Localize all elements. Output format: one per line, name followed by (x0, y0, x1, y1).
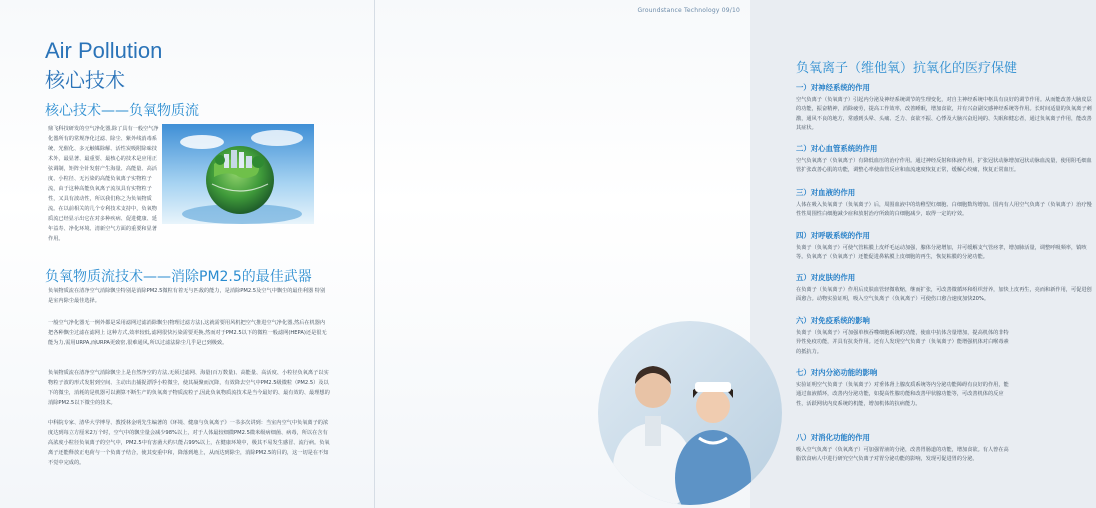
effect-respiratory (796, 230, 1096, 263)
effect-heading: 四）对呼吸系统的作用 (796, 231, 870, 240)
section2-heading: 负氧物质流技术——消除PM2.5的最佳武器 (45, 269, 312, 285)
effect-text: 负离子（负氧离子）可使气管粘膜上皮纤毛运动加强，腺体分泌增加，并可缓解支气管痉挛，增加肺活量，调整呼吸频率，镇咳等。负氧离子（负氧离子）还能促进鼻粘膜上皮细胞的再生，恢复粘膜的分泌功能。 (796, 245, 1087, 261)
section2-paragraph-negative-oxygen: 负氧物质流在清净空气消除飘尘上是自然净空的方法,无须过滤网、海量(百万数量)、高能量、高活度、小粒径负氧离子以实物粒子波的形式发射到空间、主动出击捕捉漂浮小粒微尘，使其凝聚而沉降，有效降去空气中PM2.5级微粒（PM2.5）及以下的微尘，消耗的是机器可以测算不断生产的负氧离子物质流粒子,因此负氧物质流技术是当今最好的、最有效的、最理想的消除PM2.5以下微尘的技术。 (48, 370, 330, 406)
left-page (0, 0, 375, 508)
effect-blood (796, 187, 1096, 220)
effect-immune (796, 315, 1011, 357)
effect-digestive (796, 432, 1011, 465)
effect-nervous-system (796, 82, 1096, 134)
effect-skin (796, 272, 1096, 305)
effect-text: 人体在吸入负氧离子（负氧离子）后，周围血液中的幼稚型红细胞、白细胞数均增加。国内有人用空气负离子（负氧离子）治疗慢性性周围性白细胞减少症和放射治疗所致的白细胞减少，取得一定的疗效。 (796, 202, 1092, 218)
effect-text: 吸入空气负离子（负氧离子）可加强胃液的分泌，改善胃肠道的功能，增加食欲。有人曾在高脂饮食病人中进行研究空气负离子对胃分泌功能的影响，发现可促进胃的分泌。 (796, 447, 1009, 463)
section2-intro: 负氧物质流在清净空气消除飘尘特别是消除PM2.5微粒有着无与匹敌的能力，是消除PM2.5及空气中飘尘的最佳利器 特别是室内除尘最佳选择。 (48, 288, 326, 304)
title-english: Air Pollution (45, 38, 163, 63)
section2-paragraph-expert: 中科院专家、清华大学博导、教授林金明先生编著的《环境、健康与负氧离子》一书多次讲到：当室内空气中负氧离子的浓度达到每立方厘米2万个时，空气中的飘尘量会减少98%以上，对于人体最较细微PM2.5微米级病细菌、病毒，所以在含有高浓度小粒径负氧离子的空气中，PM2.5中有害菌大约只能占99%以上，在健康环境中，极其不易发生感冒、流行病。负氧离子还能释放正电荷与一个负离子结合，使其变重中和，降落到地上，从而达到除尘，消除PM2.5的目的，这一切是在不知不觉中完成的。 (48, 420, 330, 466)
effect-text: 负离子（负氧离子）可加强单核吞噬细胞系统的功能，使血中抗体含量增加，提高机体的非特异性免疫功能，并具有抗炎作用。还有人发现空气负离子（负氧离子）能增强机体对白喉毒素的抵抗力。 (796, 330, 1009, 355)
section2-paragraph-filter: 一般空气净化器无一例外都是采用滤网过滤消除飘尘(物理过滤方法),这就需要用风机把空气推进空气净化器,然后在机器内把各种飘尘过滤在滤网上 这种方式,效率较低,滤网很快污染需要更换,然而对于PM2.5以下的微粒一般滤网(HEPA)还是很无能为力,需用URPA,而URPA更致密,很难通风,所以过滤法除尘几乎是已到极致。 (48, 320, 327, 346)
effect-heading: 三）对血液的作用 (796, 188, 856, 197)
effect-heading: 七）对内分泌功能的影响 (796, 368, 878, 377)
effect-heading: 六）对免疫系统的影响 (796, 316, 870, 325)
effect-text: 空气负离子（负氧离子）引起内分泌及神经系统调节的生理变化，对自主神经系统中枢具有良好的调节作用。从而能改善大脑皮层的功能，振奋精神，消除疲劳，提高工作效率，改善睡眠，增加食欲，并有兴奋副交感神经系统等作用。长时间适量的负氧离子刺激，通风不良的地方，常感到头晕、头痛、乏力、食欲不振、心悸及大脑兴奋迟钝的、失眠和健忘者，通过负氧离子作用，能改善其症状。 (796, 97, 1092, 132)
effect-text: 实验证明空气负离子（负氧离子）对垂体肾上腺皮质系统等内分泌功能障碍有良好的作用，能通过血液循环，改善内分泌功能，如提高性腺功能和改善甲状腺功能等，可改善机体的反应性，活跃网状内皮系统的机能，增加机体的抗病能力。 (796, 382, 1009, 407)
green-globe-image (162, 124, 314, 224)
section1-text: 鼎飞科技研发的空气净化器,除了具有一般空气净化器所有的常规净化过滤、除尘、紫外线消毒系统、光催化、多元触媒除解、活性炭吸附除味技术外，最显著、最重要、最核心的技术是应用正弦调制，矩阵全针发射产生海量、高能量、高活度、小粒径、无污染的高能负氧离子实物粒子流，由于这种高能负氧离子流氛具有实物粒子性，又具有波动性，所以我们称之为负氧物质流。在以前相关的几个专利技术支持中，负氧物质流已经显示出它在对多种疾病、促进健康、延年益寿、净化环境、清新空气方面的重要和显著作用。 (48, 126, 159, 242)
effect-heading: 八）对消化功能的作用 (796, 433, 870, 442)
title-chinese: 核心技术 (45, 68, 125, 92)
effect-text: 空气负氧离子（负氧离子）有降低血压的治疗作用。通过神经反射和体液作用，扩张冠状动脉增加冠状动脉血流量，使用阻毛细血管扩张改善心肌的功能，调整心率使血管反应和血流速度恢复正常，缓解心绞痛，恢复正常血压。 (796, 158, 1092, 174)
effect-heading: 二）对心血管系统的作用 (796, 144, 878, 153)
right-heading: 负氧离子（维他氧）抗氧化的医疗保健 (796, 61, 1018, 76)
effect-heading: 一）对神经系统的作用 (796, 83, 870, 92)
medical-staff-photo (595, 318, 745, 498)
effect-heading: 五）对皮肤的作用 (796, 273, 856, 282)
effect-cardiovascular (796, 143, 1096, 176)
effect-endocrine (796, 367, 1011, 409)
section1-heading: 核心技术——负氧物质流 (45, 103, 199, 119)
brand-footer: Groundstance Technology 09/10 (637, 7, 740, 14)
effect-text: 在负离子（负氧离子）作用后皮肤血管轻微收缩，继而扩张，可改善微循环和组织营养，加快上皮再生，亮而和新作用，可促进创面愈合。动物实验证明，吸入空气负离子（负氧离子）可使伤口愈合速度加快20%。 (796, 287, 1092, 303)
